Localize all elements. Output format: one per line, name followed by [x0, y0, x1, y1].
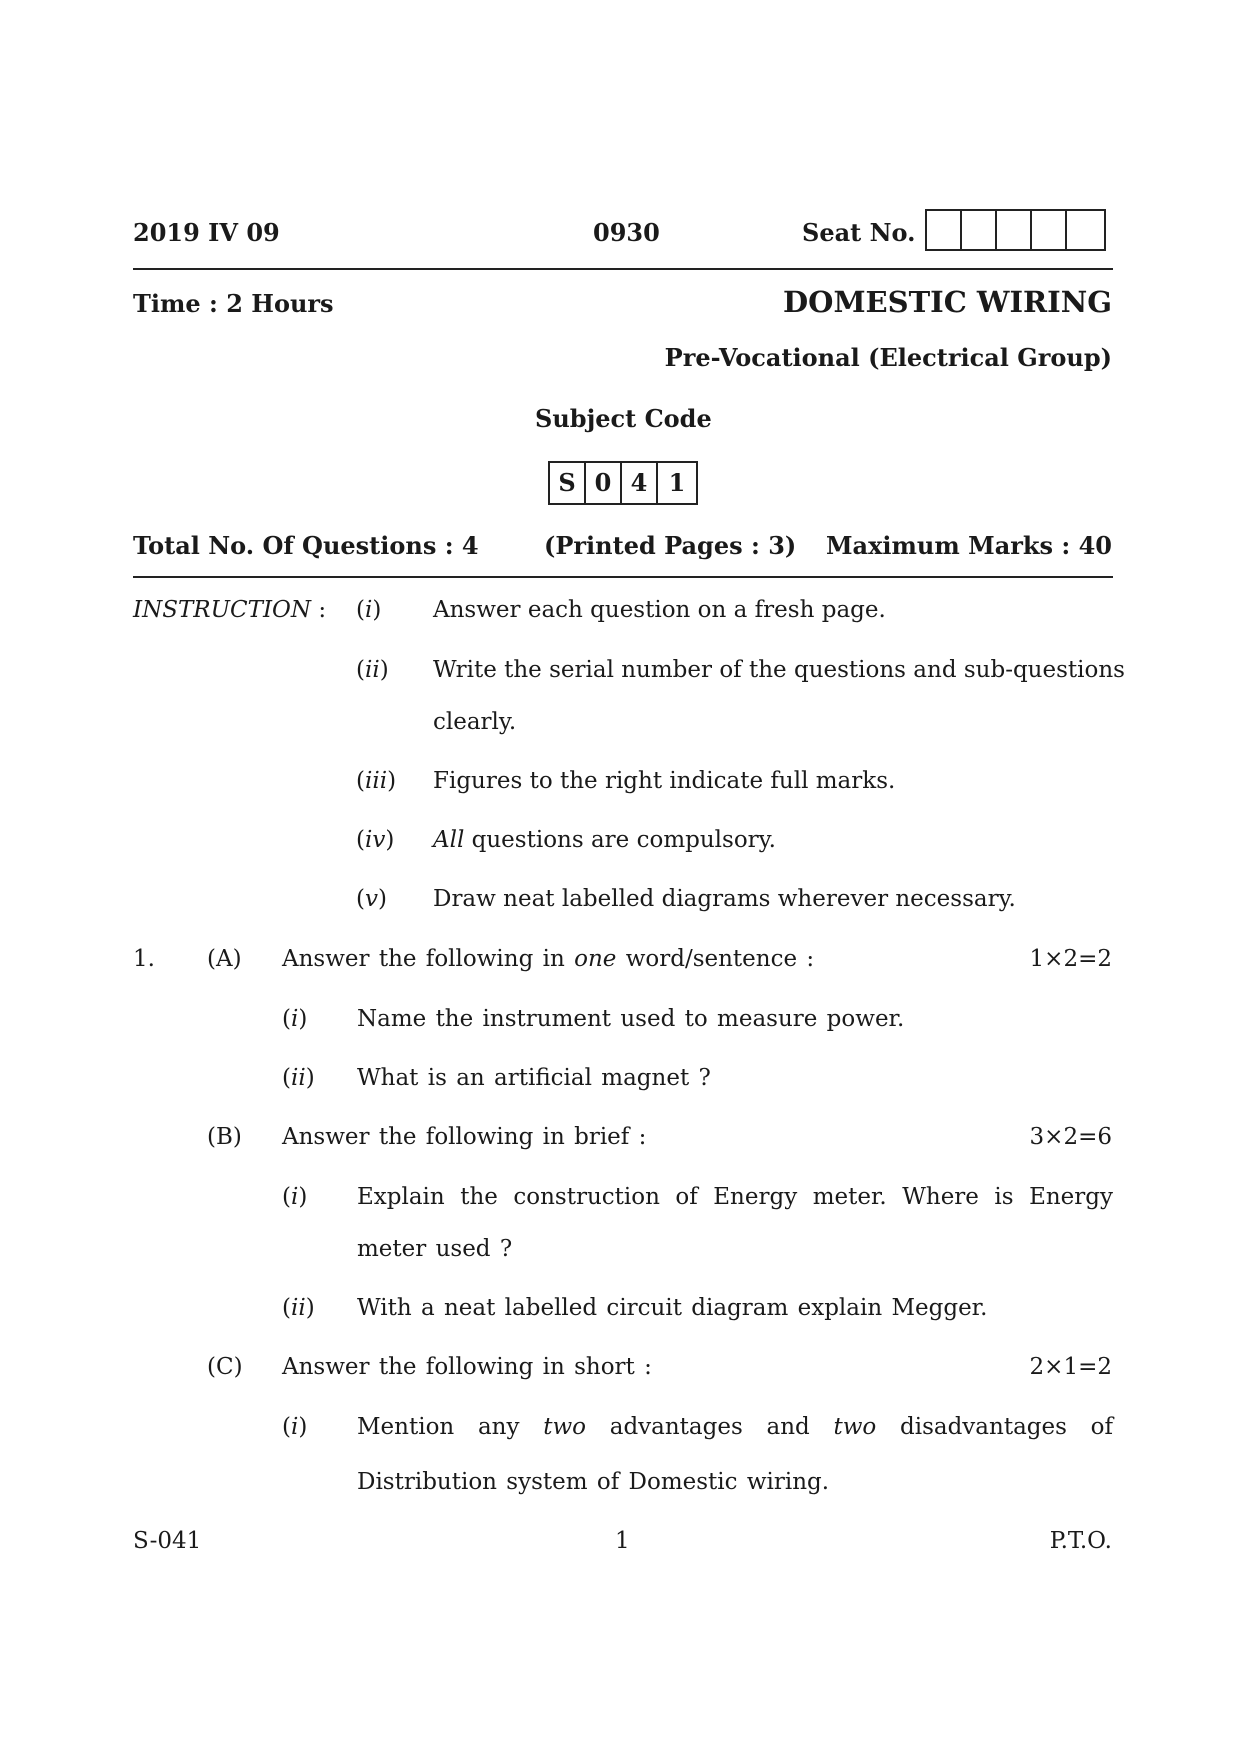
seat-digit-box[interactable] — [997, 211, 1032, 249]
total-questions: Total No. Of Questions : 4 — [133, 531, 479, 560]
subject-code-char: S — [550, 463, 586, 503]
subject-code-char: 0 — [586, 463, 622, 503]
seat-number-boxes[interactable] — [925, 209, 1106, 251]
section-prompt: Answer the following in short : — [282, 1354, 652, 1380]
sub-question-text-continued: meter used ? — [357, 1236, 513, 1262]
section-label: (B) — [207, 1124, 242, 1150]
max-marks: Maximum Marks : 40 — [825, 531, 1112, 560]
section-marks: 1×2=2 — [1029, 946, 1112, 972]
section-label: (A) — [207, 946, 242, 972]
paper-code: 0930 — [593, 218, 660, 247]
sub-question-number: (ii) — [282, 1295, 315, 1321]
sub-question-number: (i) — [282, 1414, 308, 1440]
instruction-text-continued: clearly. — [433, 709, 517, 735]
seat-digit-box[interactable] — [1067, 211, 1104, 249]
printed-pages: (Printed Pages : 3) — [544, 531, 797, 560]
sub-question-number: (i) — [282, 1006, 308, 1032]
header-divider — [133, 268, 1113, 270]
sub-question-number: (i) — [282, 1184, 308, 1210]
page-number: 1 — [615, 1528, 630, 1554]
seat-digit-box[interactable] — [927, 211, 962, 249]
instruction-heading — [133, 597, 326, 623]
instruction-number: (ii) — [356, 657, 389, 683]
instruction-text: Draw neat labelled diagrams wherever necessary. — [433, 886, 1016, 912]
instructions-divider — [133, 576, 1113, 578]
instruction-text: Answer each question on a fresh page. — [433, 597, 886, 623]
sub-question-text: Explain the construction of Energy meter. Where is Energy — [357, 1184, 1113, 1210]
section-marks: 2×1=2 — [1029, 1354, 1112, 1380]
footer-code: S-041 — [133, 1528, 202, 1554]
subject-subtitle: Pre-Vocational (Electrical Group) — [664, 343, 1112, 372]
paper-date-code: 2019 IV 09 — [133, 218, 280, 247]
question-number: 1. — [133, 946, 155, 972]
seat-digit-box[interactable] — [962, 211, 997, 249]
subject-title: DOMESTIC WIRING — [783, 285, 1112, 319]
subject-code-char: 4 — [622, 463, 658, 503]
time-label: Time : 2 Hours — [133, 289, 334, 318]
sub-question-text: With a neat labelled circuit diagram explain Megger. — [357, 1295, 988, 1321]
section-prompt: Answer the following in one word/sentence : — [282, 946, 815, 972]
pto-label: P.T.O. — [1049, 1528, 1112, 1554]
section-label: (C) — [207, 1354, 243, 1380]
sub-question-text: Name the instrument used to measure power. — [357, 1006, 905, 1032]
subject-code-char: 1 — [668, 468, 686, 497]
instruction-number: (v) — [356, 886, 387, 912]
instruction-number: (iii) — [356, 768, 397, 794]
instruction-text: Figures to the right indicate full marks. — [433, 768, 896, 794]
section-prompt: Answer the following in brief : — [282, 1124, 647, 1150]
seat-no-label: Seat No. — [802, 218, 916, 247]
instruction-text: Write the serial number of the questions and sub-questions — [433, 657, 1125, 683]
subject-code-box — [548, 461, 698, 505]
subject-code-label: Subject Code — [535, 404, 712, 433]
instruction-number: (i) — [356, 597, 382, 623]
seat-digit-box[interactable] — [1032, 211, 1067, 249]
instruction-number: (iv) — [356, 827, 395, 853]
instruction-text: All questions are compulsory. — [433, 827, 776, 853]
instruction-colon: : — [318, 597, 327, 623]
sub-question-text: Mention any two advantages and two disadvantages of — [357, 1414, 1114, 1440]
sub-question-number: (ii) — [282, 1065, 315, 1091]
sub-question-text-continued: Distribution system of Domestic wiring. — [357, 1469, 830, 1495]
section-marks: 3×2=6 — [1029, 1124, 1112, 1150]
instruction-label: INSTRUCTION — [133, 597, 312, 623]
sub-question-text: What is an artificial magnet ? — [357, 1065, 711, 1091]
